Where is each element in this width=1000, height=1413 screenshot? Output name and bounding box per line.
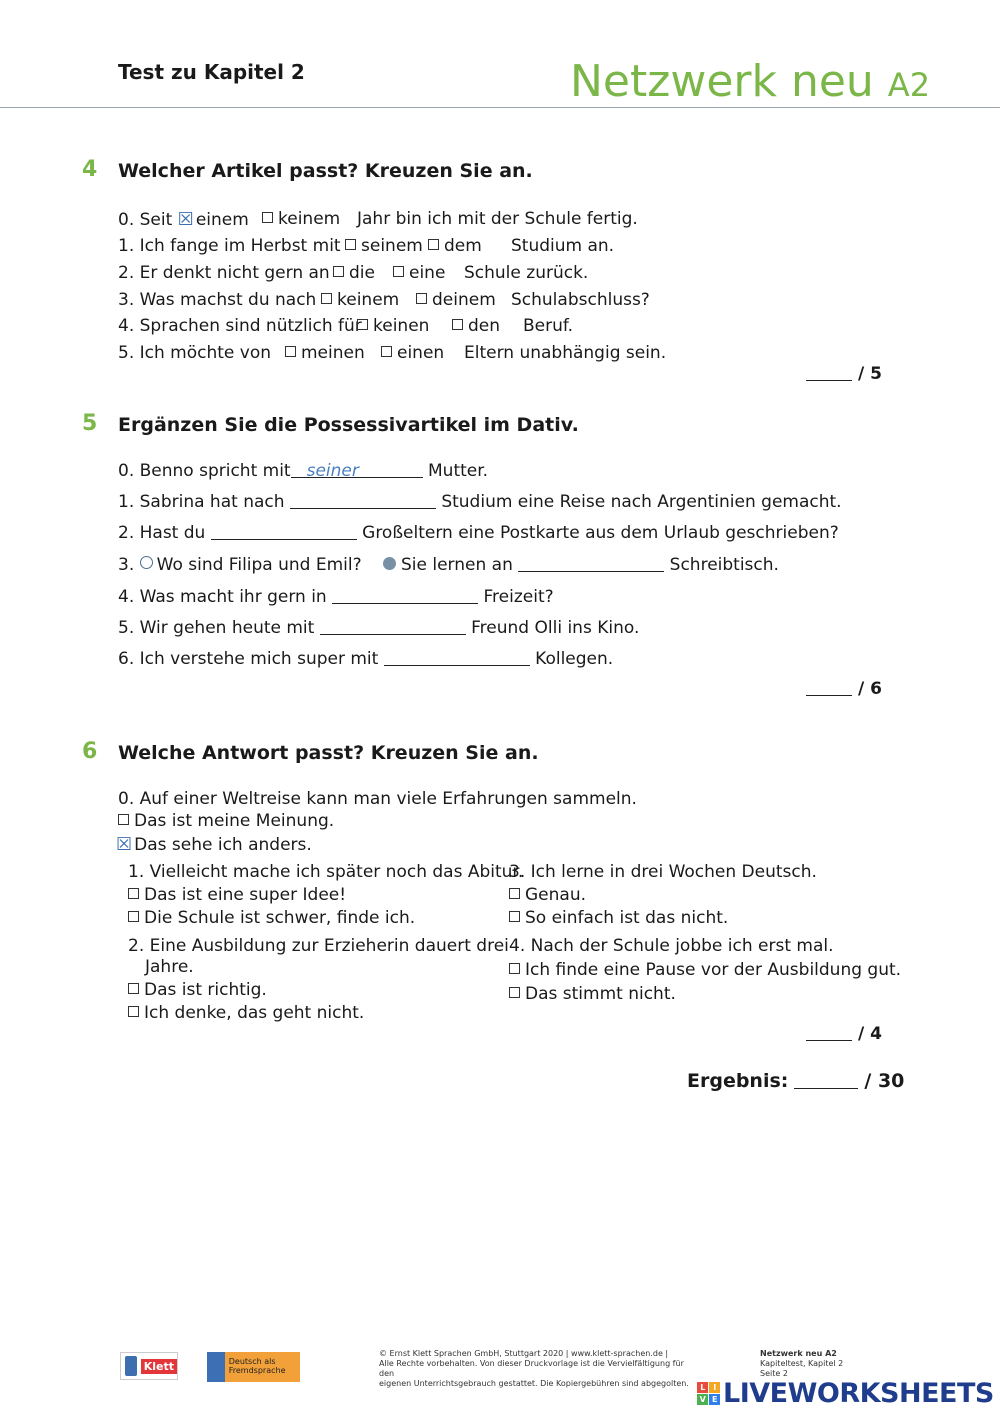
checkbox-icon[interactable]	[128, 888, 139, 899]
s5-row-0-answer: seiner	[306, 461, 359, 481]
s5-row-1-input[interactable]	[290, 494, 436, 509]
s4-row-4-opt1-wrap[interactable]	[357, 316, 429, 336]
checkbox-icon[interactable]	[393, 266, 404, 277]
section-6-title: Welche Antwort passt? Kreuzen Sie an.	[118, 742, 539, 764]
liveworksheets-wordmark: LIVEWORKSHEETS	[723, 1378, 994, 1409]
s4-row-1-opt2: dem	[444, 236, 482, 256]
badge-v: V	[697, 1394, 708, 1405]
s5-row-4	[118, 587, 554, 607]
copyright-line-3: eigenen Unterrichtsgebrauch gestattet. Die Kopiergebühren sind abgegolten.	[379, 1379, 689, 1388]
s6-item-4-question: 4. Nach der Schule jobbe ich erst mal.	[509, 936, 834, 956]
klett-tree-icon	[125, 1356, 137, 1376]
s6-item-2-opt1-label: Das ist richtig.	[144, 980, 267, 1000]
result	[687, 1070, 904, 1092]
checkbox-icon[interactable]	[128, 911, 139, 922]
s5-row-1-prefix: 1. Sabrina hat nach	[118, 492, 285, 512]
checkbox-icon[interactable]	[428, 239, 439, 250]
s6-item-2-opt1[interactable]	[128, 980, 267, 1000]
s5-row-3-reply: Sie lernen an	[401, 555, 513, 575]
s4-row-2-opt1-wrap[interactable]	[333, 263, 375, 283]
s4-row-3-opt2-wrap[interactable]	[416, 290, 496, 310]
daf-logo-mark	[207, 1352, 225, 1382]
checked-box-icon[interactable]: ☒	[177, 209, 194, 230]
s5-row-3-suffix: Schreibtisch.	[669, 555, 779, 575]
header-divider	[0, 107, 1000, 108]
result-label: Ergebnis:	[687, 1070, 789, 1092]
liveworksheets-logo	[697, 1378, 994, 1409]
s5-row-6-input[interactable]	[384, 651, 530, 666]
page-info-page: Seite 2	[760, 1369, 788, 1378]
page-info-book: Netzwerk neu A2	[760, 1349, 837, 1358]
checkbox-icon[interactable]	[118, 814, 129, 825]
s6-item-1-opt2[interactable]	[128, 908, 415, 928]
s5-row-5-input[interactable]	[320, 620, 466, 635]
s4-row-4-opt2: den	[468, 316, 501, 336]
s6-item-2-opt2-label: Ich denke, das geht nicht.	[144, 1003, 365, 1023]
s5-row-2	[118, 523, 839, 543]
s5-row-6-suffix: Kollegen.	[535, 649, 614, 669]
s4-row-4-opt2-wrap[interactable]	[452, 316, 500, 336]
s6-item-1-opt1[interactable]	[128, 885, 346, 905]
klett-label: Klett	[141, 1359, 177, 1374]
brand-logo	[570, 56, 930, 107]
s4-row-5-opt2: einen	[397, 343, 445, 363]
s5-row-0-input[interactable]	[291, 461, 423, 481]
copyright-line-1: © Ernst Klett Sprachen GmbH, Stuttgart 2020 | www.klett-sprachen.de |	[379, 1349, 669, 1358]
s6-example-opt2[interactable]	[116, 834, 312, 855]
s6-item-3-opt2-label: So einfach ist das nicht.	[525, 908, 729, 928]
s4-row-0	[118, 209, 249, 230]
s4-row-5-opt1: meinen	[301, 343, 365, 363]
s6-score-max: / 4	[858, 1024, 882, 1044]
s5-row-3	[118, 555, 362, 575]
s4-row-1-opt1-wrap[interactable]	[345, 236, 423, 256]
checkbox-icon[interactable]	[321, 293, 332, 304]
s4-row-5-prefix: 5. Ich möchte von	[118, 343, 272, 363]
checkbox-icon[interactable]	[128, 1006, 139, 1017]
s5-row-3-answer-line	[383, 555, 779, 575]
s4-row-3-prefix: 3. Was machst du nach	[118, 290, 317, 310]
s6-example-opt2-label: Das sehe ich anders.	[134, 835, 312, 855]
brand-level: A2	[887, 66, 931, 104]
result-field[interactable]	[794, 1073, 858, 1089]
badge-i: I	[709, 1382, 720, 1393]
s4-row-0-prefix: 0. Seit	[118, 210, 173, 230]
s4-row-0-suffix: Jahr bin ich mit der Schule fertig.	[357, 209, 638, 229]
brand-name: Netzwerk neu	[570, 56, 874, 107]
s4-row-5-suffix: Eltern unabhängig sein.	[464, 343, 667, 363]
s6-item-3-opt1-label: Genau.	[525, 885, 587, 905]
s4-row-1-prefix: 1. Ich fange im Herbst mit	[118, 236, 341, 256]
copyright-line-2: Alle Rechte vorbehalten. Von dieser Druckvorlage ist die Vervielfältigung für den	[379, 1359, 684, 1378]
s6-example-opt1[interactable]	[118, 811, 334, 831]
s4-row-3-opt1-wrap[interactable]	[321, 290, 399, 310]
s4-row-3-opt1: keinem	[337, 290, 400, 310]
checkbox-icon[interactable]	[509, 911, 520, 922]
s5-row-3-input[interactable]	[518, 557, 664, 572]
section-6-number: 6	[82, 739, 98, 764]
s4-row-5-opt2-wrap[interactable]	[381, 343, 444, 363]
checkbox-icon[interactable]	[452, 319, 463, 330]
s5-score-max: / 6	[858, 679, 882, 699]
s5-row-2-prefix: 2. Hast du	[118, 523, 206, 543]
checkbox-icon[interactable]	[285, 346, 296, 357]
s4-row-2-prefix: 2. Er denkt nicht gern an	[118, 263, 330, 283]
s4-row-1-suffix: Studium an.	[511, 236, 615, 256]
s4-score	[806, 364, 882, 384]
s5-row-6	[118, 649, 613, 669]
s5-score-field[interactable]	[806, 681, 852, 696]
checkbox-icon[interactable]	[509, 963, 520, 974]
s4-row-2-suffix: Schule zurück.	[464, 263, 589, 283]
s5-row-5	[118, 618, 639, 638]
checkbox-icon[interactable]	[381, 346, 392, 357]
s5-row-1-suffix: Studium eine Reise nach Argentinien gemacht.	[441, 492, 842, 512]
s6-item-4-opt2-label: Das stimmt nicht.	[525, 984, 676, 1004]
page-info	[760, 1349, 843, 1379]
s4-row-0-opt2: keinem	[278, 209, 341, 229]
section-4-title: Welcher Artikel passt? Kreuzen Sie an.	[118, 160, 533, 182]
s4-row-4-suffix: Beruf.	[523, 316, 574, 336]
checkbox-icon[interactable]	[262, 212, 273, 223]
s4-row-0-opt1: einem	[195, 210, 249, 230]
s6-item-4-opt1-label: Ich finde eine Pause vor der Ausbildung gut.	[525, 960, 902, 980]
badge-l: L	[697, 1382, 708, 1393]
checkbox-icon[interactable]	[333, 266, 344, 277]
s5-score	[806, 679, 882, 699]
copyright	[379, 1349, 689, 1389]
section-5-number: 5	[82, 411, 98, 436]
s5-row-2-suffix: Großeltern eine Postkarte aus dem Urlaub geschrieben?	[362, 523, 839, 543]
s6-item-1-opt1-label: Das ist eine super Idee!	[144, 885, 347, 905]
liveworksheets-badge-icon	[697, 1382, 720, 1405]
s4-row-2-opt1: die	[349, 263, 375, 283]
daf-label: Deutsch als Fremdsprache	[228, 1357, 286, 1375]
s5-row-1	[118, 492, 842, 512]
s6-item-3-question: 3. Ich lerne in drei Wochen Deutsch.	[509, 862, 817, 882]
badge-e: E	[709, 1394, 720, 1405]
s5-row-0-suffix: Mutter.	[428, 461, 489, 481]
section-4-number: 4	[82, 157, 98, 182]
s6-example-opt1-label: Das ist meine Meinung.	[134, 811, 335, 831]
checkbox-icon[interactable]	[357, 319, 368, 330]
s5-row-4-input[interactable]	[332, 589, 478, 604]
s5-row-0-prefix: 0. Benno spricht mit	[118, 461, 291, 481]
s4-row-2-opt2-wrap[interactable]	[393, 263, 445, 283]
s6-item-4-opt1[interactable]	[509, 960, 901, 980]
s4-row-2-opt2: eine	[409, 263, 446, 283]
s6-score	[806, 1024, 882, 1044]
s4-row-3-opt2: deinem	[432, 290, 496, 310]
s5-row-2-input[interactable]	[211, 525, 357, 540]
s4-row-1-opt2-wrap[interactable]	[428, 236, 482, 256]
page-title: Test zu Kapitel 2	[118, 60, 305, 84]
checkbox-icon[interactable]	[416, 293, 427, 304]
s5-row-0	[118, 461, 488, 481]
s6-score-field[interactable]	[806, 1026, 852, 1041]
s6-item-1-opt2-label: Die Schule ist schwer, finde ich.	[144, 908, 416, 928]
checkbox-icon[interactable]	[345, 239, 356, 250]
s5-row-3-question: Wo sind Filipa und Emil?	[156, 555, 362, 575]
speaker-a-icon	[140, 556, 153, 569]
s4-row-0-opt2-wrap[interactable]	[262, 209, 340, 229]
s4-score-max: / 5	[858, 364, 882, 384]
s4-row-1-opt1: seinem	[361, 236, 423, 256]
s5-row-6-prefix: 6. Ich verstehe mich super mit	[118, 649, 379, 669]
s6-item-1-question: 1. Vielleicht mache ich später noch das Abitur.	[128, 862, 524, 882]
s4-score-field[interactable]	[806, 366, 852, 381]
s5-row-4-suffix: Freizeit?	[483, 587, 554, 607]
s5-row-5-prefix: 5. Wir gehen heute mit	[118, 618, 315, 638]
s5-row-5-suffix: Freund Olli ins Kino.	[471, 618, 640, 638]
s6-item-2-opt2[interactable]	[128, 1003, 364, 1023]
s5-row-4-prefix: 4. Was macht ihr gern in	[118, 587, 327, 607]
s5-row-3-prefix: 3.	[118, 555, 135, 575]
section-5-title: Ergänzen Sie die Possessivartikel im Dativ.	[118, 414, 579, 436]
s6-item-2-question: 2. Eine Ausbildung zur Erzieherin dauert drei	[128, 936, 509, 956]
checked-box-icon[interactable]: ☒	[116, 834, 133, 855]
speaker-b-icon	[383, 557, 396, 570]
daf-logo	[207, 1352, 300, 1382]
checkbox-icon[interactable]	[509, 987, 520, 998]
checkbox-icon[interactable]	[128, 983, 139, 994]
s6-example-question: 0. Auf einer Weltreise kann man viele Erfahrungen sammeln.	[118, 789, 637, 809]
s4-row-5-opt1-wrap[interactable]	[285, 343, 365, 363]
s4-row-4-prefix: 4. Sprachen sind nützlich für	[118, 316, 362, 336]
klett-logo	[120, 1352, 178, 1380]
s6-item-3-opt2[interactable]	[509, 908, 728, 928]
s6-item-2-question-cont: Jahre.	[145, 957, 194, 977]
s4-row-4-opt1: keinen	[373, 316, 430, 336]
result-total: / 30	[864, 1070, 905, 1092]
checkbox-icon[interactable]	[509, 888, 520, 899]
s6-item-3-opt1[interactable]	[509, 885, 586, 905]
page-info-test: Kapiteltest, Kapitel 2	[760, 1359, 844, 1368]
s6-item-4-opt2[interactable]	[509, 984, 676, 1004]
s4-row-3-suffix: Schulabschluss?	[511, 290, 650, 310]
